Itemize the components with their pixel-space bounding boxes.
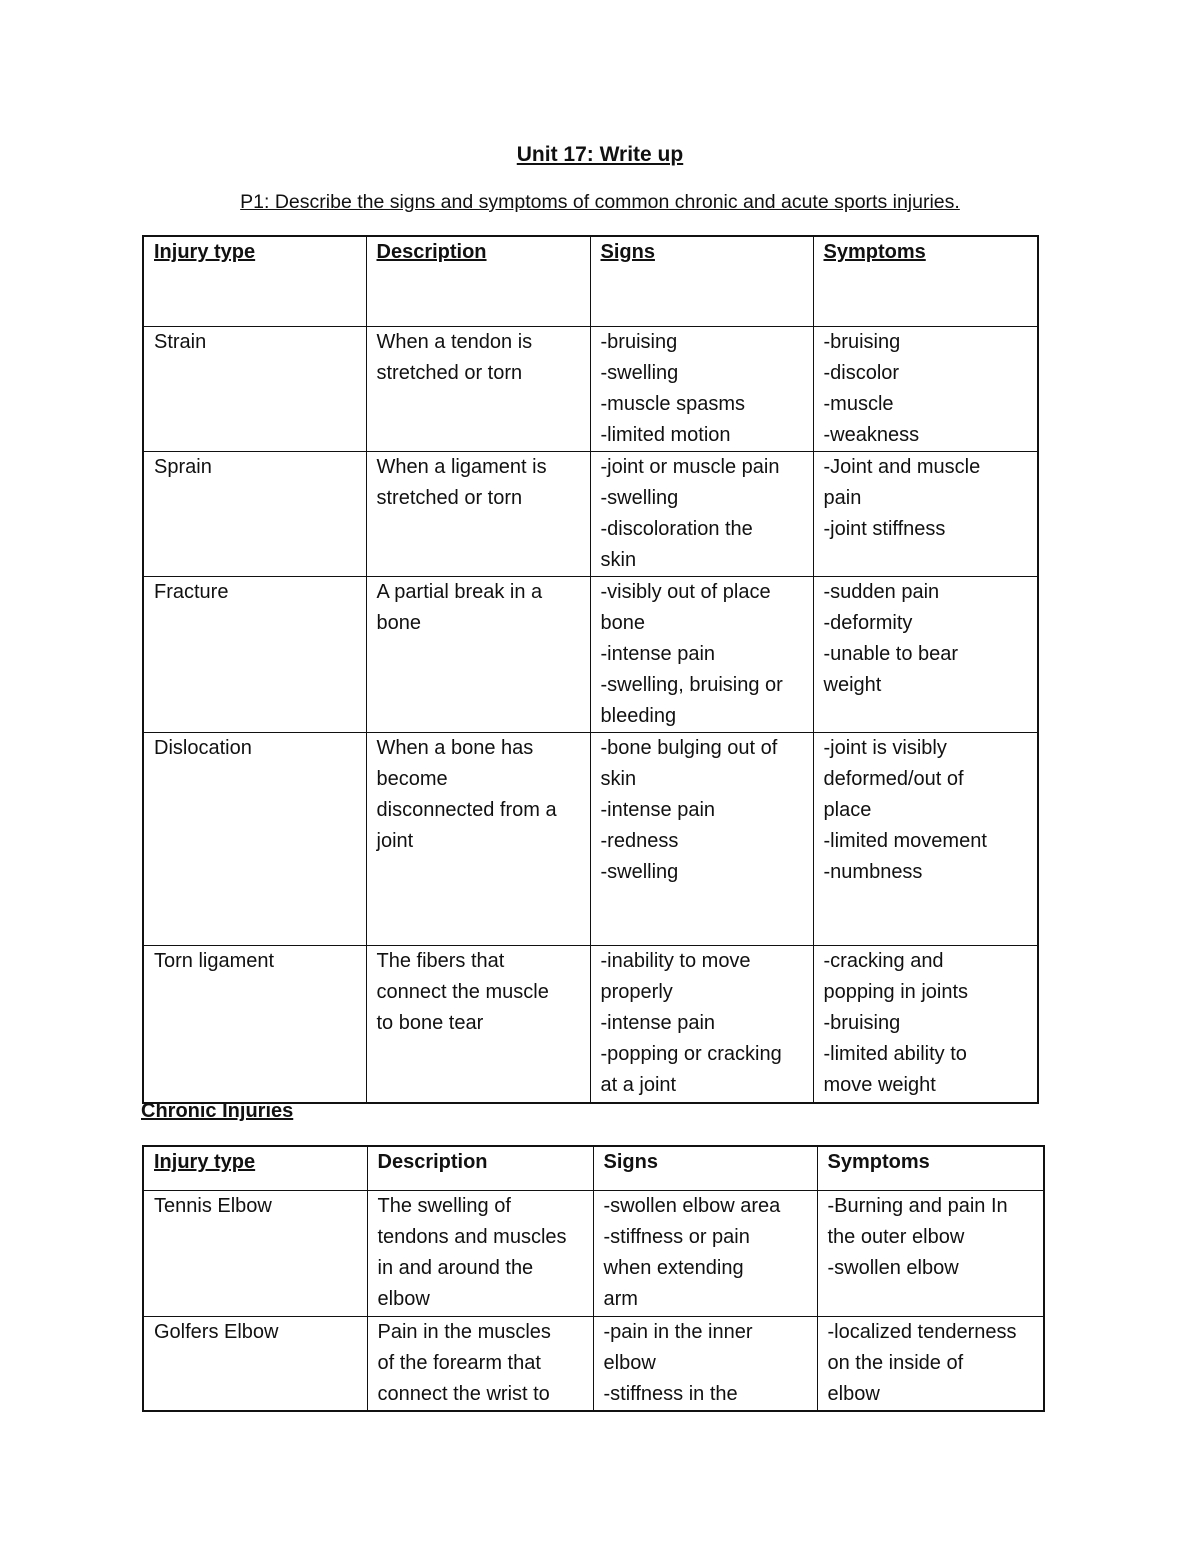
header-symptoms: Symptoms — [817, 1146, 1044, 1191]
symptoms-line: -localized tenderness — [827, 1321, 1017, 1343]
table-row — [143, 733, 1038, 946]
signs-line: at a joint — [600, 1074, 677, 1096]
signs-line: -muscle spasms — [600, 393, 745, 415]
document-title: Unit 17: Write up — [516, 143, 684, 166]
table-row — [143, 577, 1038, 733]
signs-cell — [593, 1317, 817, 1412]
signs-line: -intense pain — [600, 643, 716, 665]
injury-type-cell: Fracture — [143, 577, 366, 733]
signs-line: -limited motion — [600, 424, 731, 446]
description-cell — [367, 1191, 593, 1317]
symptoms-line: move weight — [823, 1074, 936, 1096]
signs-cell — [593, 1191, 817, 1317]
description-line: stretched or torn — [376, 362, 523, 384]
description-cell — [366, 946, 590, 1103]
description-line: of the forearm that — [377, 1352, 541, 1374]
signs-cell — [590, 452, 813, 577]
symptoms-line: -limited movement — [823, 830, 987, 852]
symptoms-line: -cracking and — [823, 950, 944, 972]
symptoms-line: place — [823, 799, 872, 821]
signs-line: -swelling — [600, 861, 679, 883]
signs-line: -bruising — [600, 331, 678, 353]
signs-line: -popping or cracking — [600, 1043, 782, 1065]
symptoms-line: -limited ability to — [823, 1043, 967, 1065]
description-line: in and around the — [377, 1257, 534, 1279]
chronic-injuries-table — [142, 1145, 1045, 1412]
signs-line: -swelling — [600, 362, 679, 384]
signs-line: -swollen elbow area — [603, 1195, 781, 1217]
symptoms-line: -swollen elbow — [827, 1257, 959, 1279]
description-line: connect the muscle — [376, 981, 549, 1003]
signs-line: properly — [600, 981, 673, 1003]
injury-type-cell: Dislocation — [143, 733, 366, 946]
signs-line: -redness — [600, 830, 679, 852]
header-injury-type: Injury type — [143, 1146, 367, 1191]
description-cell — [367, 1317, 593, 1412]
signs-line: when extending — [603, 1257, 744, 1279]
symptoms-line: -weakness — [823, 424, 920, 446]
signs-cell — [590, 577, 813, 733]
symptoms-cell — [813, 946, 1038, 1103]
header-injury-type: Injury type — [143, 236, 366, 327]
description-line: When a ligament is — [376, 456, 547, 478]
document-subtitle: P1: Describe the signs and symptoms of common chronic and acute sports injuries. — [240, 191, 960, 213]
description-line: The swelling of — [377, 1195, 511, 1217]
header-signs: Signs — [593, 1146, 817, 1191]
description-line: A partial break in a — [376, 581, 543, 603]
table-row — [143, 946, 1038, 1103]
signs-line: arm — [603, 1288, 638, 1310]
description-line: Pain in the muscles — [377, 1321, 551, 1343]
symptoms-line: weight — [823, 674, 882, 696]
description-cell — [366, 733, 590, 946]
signs-line: skin — [600, 768, 637, 790]
signs-line: -stiffness in the — [603, 1383, 738, 1405]
symptoms-cell — [813, 577, 1038, 733]
symptoms-line: -unable to bear — [823, 643, 959, 665]
signs-line: -visibly out of place — [600, 581, 771, 603]
description-line: When a bone has — [376, 737, 534, 759]
symptoms-line: on the inside of — [827, 1352, 964, 1374]
table-row — [143, 327, 1038, 452]
signs-line: -inability to move — [600, 950, 751, 972]
description-line: connect the wrist to — [377, 1383, 550, 1405]
table-header-row — [143, 236, 1038, 327]
signs-cell — [590, 733, 813, 946]
injury-type-cell: Golfers Elbow — [143, 1317, 367, 1412]
description-line: The fibers that — [376, 950, 505, 972]
table-header-row — [143, 1146, 1044, 1191]
symptoms-line: deformed/out of — [823, 768, 964, 790]
header-signs: Signs — [590, 236, 813, 327]
signs-line: elbow — [603, 1352, 656, 1374]
symptoms-cell — [817, 1317, 1044, 1412]
symptoms-line: -bruising — [823, 331, 901, 353]
signs-line: -pain in the inner — [603, 1321, 753, 1343]
symptoms-cell — [813, 733, 1038, 946]
description-cell — [366, 327, 590, 452]
description-line: become — [376, 768, 448, 790]
header-symptoms: Symptoms — [813, 236, 1038, 327]
symptoms-line: -muscle — [823, 393, 894, 415]
signs-cell — [590, 946, 813, 1103]
symptoms-cell — [813, 327, 1038, 452]
symptoms-line: -Burning and pain In — [827, 1195, 1008, 1217]
description-line: tendons and muscles — [377, 1226, 567, 1248]
signs-line: -swelling — [600, 487, 679, 509]
description-line: When a tendon is — [376, 331, 533, 353]
symptoms-line: -sudden pain — [823, 581, 940, 603]
signs-line: skin — [600, 549, 637, 571]
description-line: joint — [376, 830, 414, 852]
description-line: to bone tear — [376, 1012, 484, 1034]
description-cell — [366, 577, 590, 733]
table-row — [143, 1191, 1044, 1317]
signs-line: -joint or muscle pain — [600, 456, 780, 478]
signs-line: -intense pain — [600, 1012, 716, 1034]
table-row — [143, 452, 1038, 577]
signs-line: bleeding — [600, 705, 677, 727]
header-description: Description — [367, 1146, 593, 1191]
signs-line: -intense pain — [600, 799, 716, 821]
table-row — [143, 1317, 1044, 1412]
symptoms-line: pain — [823, 487, 862, 509]
symptoms-line: -discolor — [823, 362, 900, 384]
description-line: stretched or torn — [376, 487, 523, 509]
injury-type-cell: Tennis Elbow — [143, 1191, 367, 1317]
symptoms-cell — [813, 452, 1038, 577]
symptoms-line: -joint stiffness — [823, 518, 946, 540]
signs-line: -stiffness or pain — [603, 1226, 750, 1248]
header-description: Description — [366, 236, 590, 327]
acute-injuries-table — [142, 235, 1039, 1104]
signs-cell — [590, 327, 813, 452]
injury-type-cell: Strain — [143, 327, 366, 452]
symptoms-line: -joint is visibly — [823, 737, 947, 759]
symptoms-cell — [817, 1191, 1044, 1317]
symptoms-line: the outer elbow — [827, 1226, 965, 1248]
injury-type-cell: Sprain — [143, 452, 366, 577]
symptoms-line: popping in joints — [823, 981, 969, 1003]
injury-type-cell: Torn ligament — [143, 946, 366, 1103]
signs-line: bone — [600, 612, 645, 634]
symptoms-line: -bruising — [823, 1012, 901, 1034]
description-cell — [366, 452, 590, 577]
chronic-injuries-heading: Chronic Injuries — [141, 1100, 294, 1122]
signs-line: -bone bulging out of — [600, 737, 778, 759]
description-line: elbow — [377, 1288, 430, 1310]
signs-line: -discoloration the — [600, 518, 753, 540]
symptoms-line: -numbness — [823, 861, 923, 883]
symptoms-line: elbow — [827, 1383, 880, 1405]
description-line: bone — [376, 612, 421, 634]
description-line: disconnected from a — [376, 799, 557, 821]
signs-line: -swelling, bruising or — [600, 674, 783, 696]
symptoms-line: -deformity — [823, 612, 913, 634]
symptoms-line: -Joint and muscle — [823, 456, 981, 478]
